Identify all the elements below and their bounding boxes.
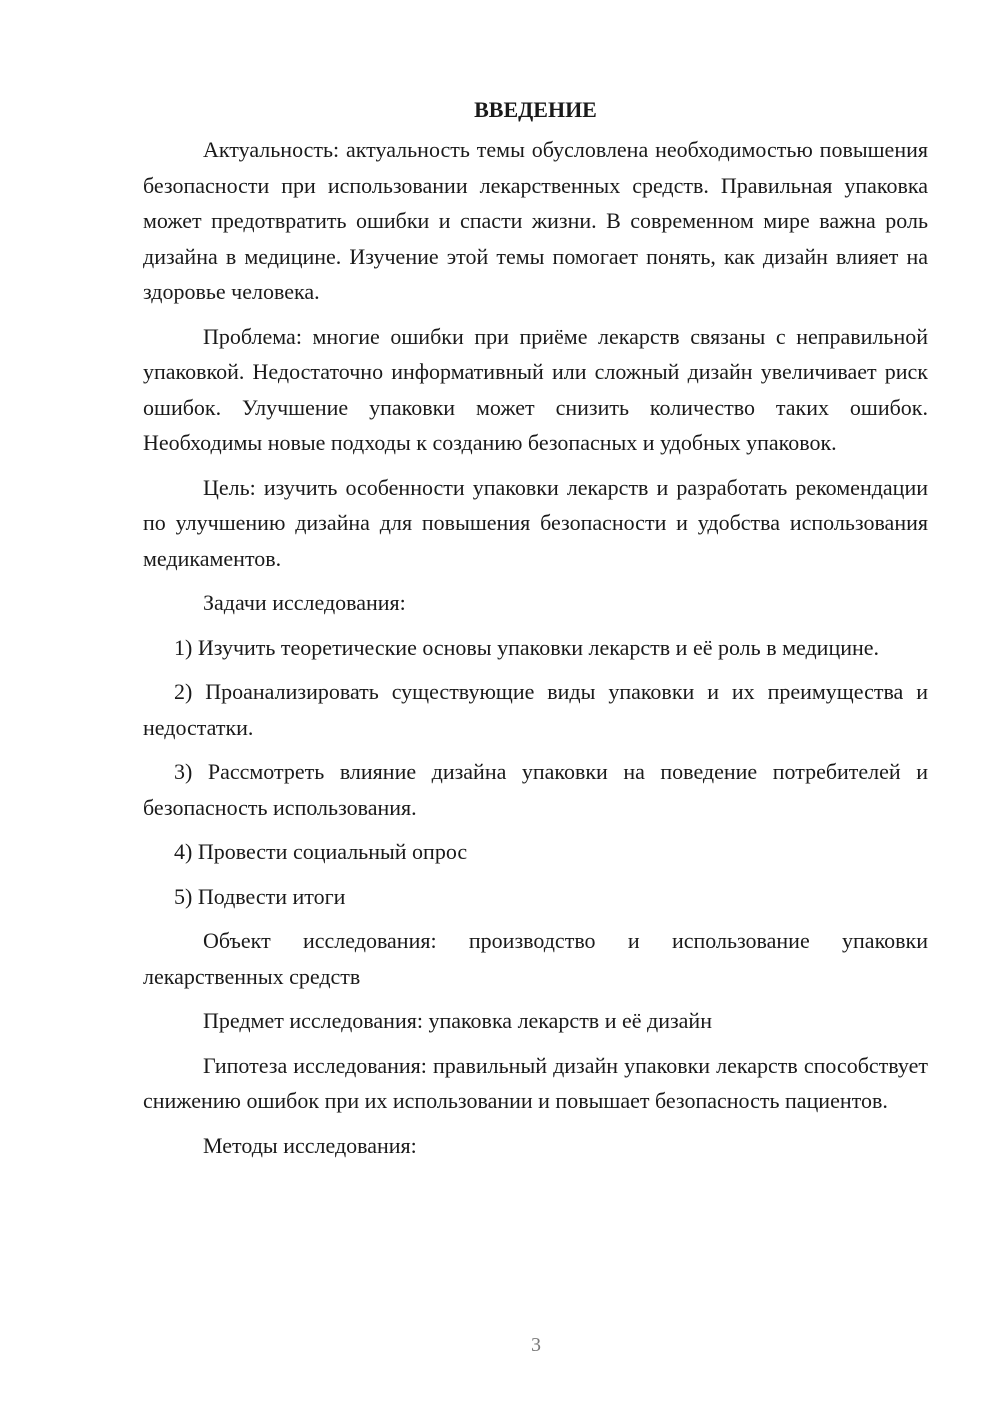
paragraph-relevance: Актуальность: актуальность темы обусловлена необходимостью повышения безопасности при использовании лекарственных средств. Правильная упаковка может предотвратить ошибки и спасти жизни. В современном мире важна роль дизайна в медицине. Изучение этой темы помогает понять, как дизайн влияет на здоровье человека. (143, 137, 928, 304)
paragraph-subject: Предмет исследования: упаковка лекарств и её дизайн (203, 1008, 712, 1033)
section-heading: ВВЕДЕНИЕ (474, 97, 597, 122)
paragraph-goal: Цель: изучить особенности упаковки лекарств и разработать рекомендации по улучшению дизайна для повышения безопасности и удобства использования медикаментов. (143, 474, 928, 571)
paragraph-object: Объект исследования: производство и использование упаковки лекарственных средств (143, 928, 928, 989)
task-item-1: 1) Изучить теоретические основы упаковки лекарств и её роль в медицине. (174, 634, 880, 660)
task-item-2: 2) Проанализировать существующие виды упаковки и их преимущества и недостатки. (143, 679, 928, 740)
task-item-3: 3) Рассмотреть влияние дизайна упаковки на поведение потребителей и безопасность использования. (143, 759, 928, 820)
paragraph-problem: Проблема: многие ошибки при приёме лекарств связаны с неправильной упаковкой. Недостаточно информативный или сложный дизайн увеличивает риск ошибок. Улучшение упаковки может снизить количество таких ошибок. Необходимы новые подходы к созданию безопасных и удобных упаковок. (143, 323, 928, 455)
paragraph-hypothesis: Гипотеза исследования: правильный дизайн упаковки лекарств способствует снижению ошибок при их использовании и повышает безопасность пациентов. (143, 1052, 928, 1113)
paragraph-tasks-title: Задачи исследования: (203, 590, 406, 615)
task-item-4: 4) Провести социальный опрос (174, 839, 468, 864)
page-number: 3 (531, 1334, 541, 1356)
paragraph-methods: Методы исследования: (203, 1132, 417, 1158)
page-content (143, 94, 928, 1172)
task-item-5: 5) Подвести итоги (174, 883, 346, 909)
